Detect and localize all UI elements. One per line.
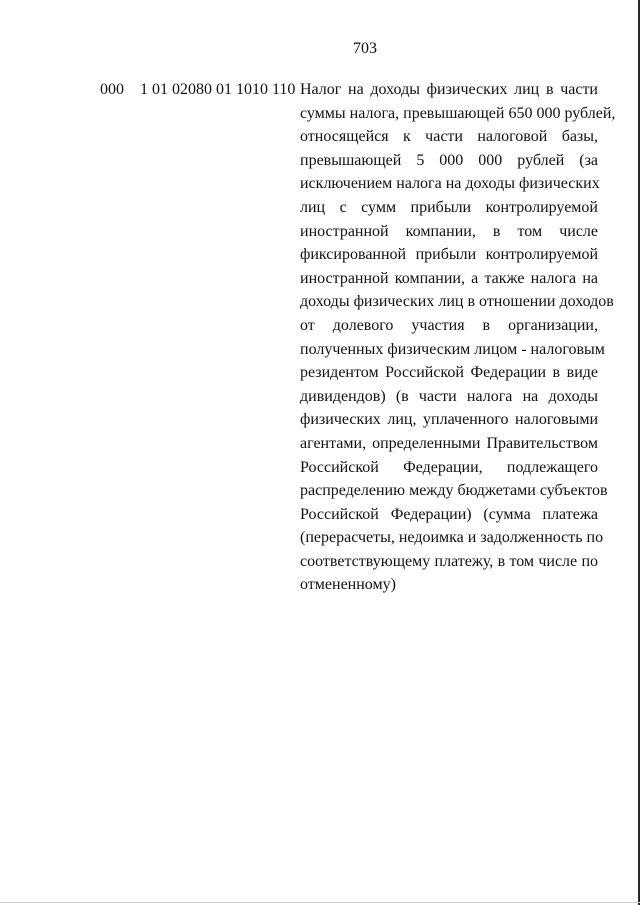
description-line: распределению между бюджетами субъектов	[300, 482, 608, 500]
description-line: доходы физических лиц в отношении доходов	[300, 293, 614, 311]
description-line: физических лиц, уплаченного налоговыми	[300, 411, 598, 429]
description-line: исключением налога на доходы физических	[300, 175, 600, 193]
description-line: лиц с сумм прибыли контролируемой	[300, 198, 598, 216]
description-line: суммы налога, превышающей 650 000 рублей,	[300, 104, 616, 122]
income-description	[300, 78, 616, 597]
description-line: относящейся к части налоговой базы,	[300, 128, 598, 146]
description-line: иностранной компании, а также налога на	[300, 269, 598, 287]
administrator-code: 000	[100, 81, 124, 98]
description-line: агентами, определенными Правительством	[300, 434, 598, 452]
description-line: Налог на доходы физических лиц в части	[300, 81, 598, 98]
description-line: резидентом Российской Федерации в виде	[300, 364, 598, 382]
description-line: полученных физическим лицом - налоговым	[300, 340, 605, 358]
description-line: превышающей 5 000 000 рублей (за	[300, 151, 598, 169]
page-number: 703	[353, 40, 377, 57]
description-line: дивидендов) (в части налога на доходы	[300, 387, 598, 405]
description-line: иностранной компании, в том числе	[300, 222, 598, 240]
scan-edge-bottom	[0, 902, 640, 903]
description-line: от долевого участия в организации,	[300, 316, 598, 334]
description-line: (перерасчеты, недоимка и задолженность по	[300, 529, 604, 547]
budget-classification-code: 1 01 02080 01 1010 110	[140, 81, 296, 98]
description-line: фиксированной прибыли контролируемой	[300, 246, 598, 264]
description-line: Российской Федерации, подлежащего	[300, 458, 598, 476]
description-line: соответствующему платежу, в том числе по	[300, 552, 598, 570]
description-line: Российской Федерации) (сумма платежа	[300, 505, 598, 523]
description-line: отмененному)	[300, 576, 396, 594]
